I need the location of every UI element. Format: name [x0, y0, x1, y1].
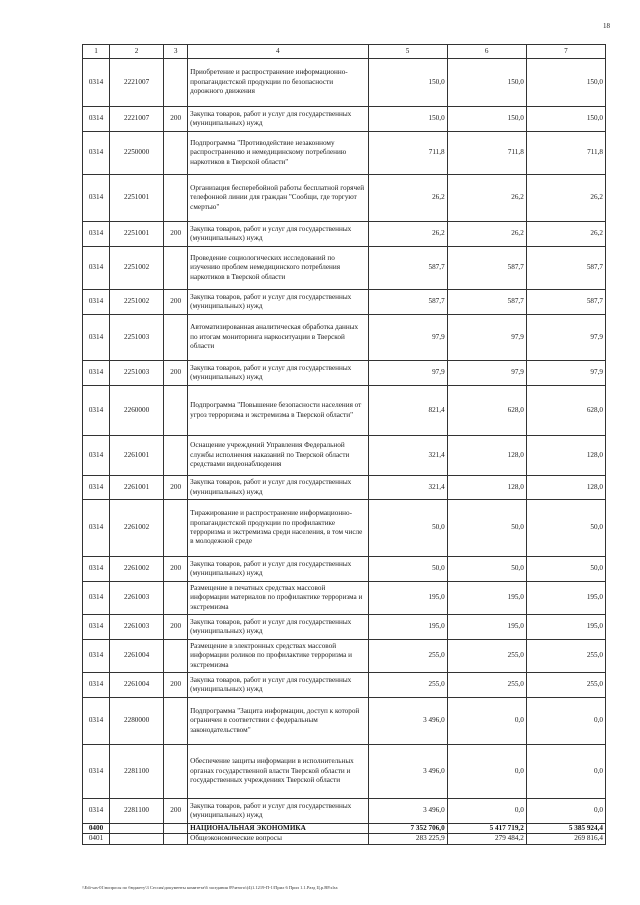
amount-year1-cell: 711,8 — [368, 132, 447, 175]
item-name-cell: Приобретение и распространение информационно-пропагандистской продукции по безопасности дорожного движения — [188, 59, 368, 107]
item-name-cell: НАЦИОНАЛЬНАЯ ЭКОНОМИКА — [188, 824, 368, 834]
table-row — [83, 132, 606, 175]
item-name-cell: Обеспечение защиты информации в исполнительных органах государственной власти Тверской области и государственных учреждениях Тверской области — [188, 745, 368, 799]
item-name-cell: Размещение в электронных средствах массовой информации роликов по профилактике терроризма и экстремизма — [188, 640, 368, 673]
section-code-cell: 0314 — [83, 557, 110, 582]
table-row — [83, 673, 606, 698]
expense-type-cell — [164, 834, 188, 844]
target-article-cell: 2261003 — [110, 615, 164, 640]
amount-year2-cell: 0,0 — [447, 745, 526, 799]
target-article-cell: 2251002 — [110, 247, 164, 290]
expense-type-cell: 200 — [164, 615, 188, 640]
section-code-cell: 0314 — [83, 290, 110, 315]
item-name-cell: Закупка товаров, работ и услуг для государственных (муниципальных) нужд — [188, 799, 368, 824]
amount-year2-cell: 50,0 — [447, 500, 526, 557]
amount-year1-cell: 587,7 — [368, 290, 447, 315]
expense-type-cell — [164, 582, 188, 615]
section-code-cell: 0314 — [83, 132, 110, 175]
expense-type-cell — [164, 247, 188, 290]
target-article-cell: 2261003 — [110, 582, 164, 615]
table-row — [83, 247, 606, 290]
amount-year3-cell: 255,0 — [526, 640, 605, 673]
expense-type-cell: 200 — [164, 222, 188, 247]
section-code-cell: 0314 — [83, 615, 110, 640]
amount-year3-cell: 128,0 — [526, 436, 605, 476]
amount-year1-cell: 321,4 — [368, 476, 447, 500]
target-article-cell: 2261002 — [110, 557, 164, 582]
expense-type-cell — [164, 386, 188, 436]
section-code-cell: 0314 — [83, 640, 110, 673]
expense-type-cell — [164, 824, 188, 834]
amount-year1-cell: 587,7 — [368, 247, 447, 290]
table-row — [83, 436, 606, 476]
amount-year2-cell: 0,0 — [447, 799, 526, 824]
target-article-cell: 2251002 — [110, 290, 164, 315]
target-article-cell — [110, 824, 164, 834]
target-article-cell: 2251003 — [110, 315, 164, 361]
table-row — [83, 315, 606, 361]
item-name-cell: Закупка товаров, работ и услуг для государственных (муниципальных) нужд — [188, 557, 368, 582]
section-code-cell: 0314 — [83, 222, 110, 247]
amount-year2-cell: 50,0 — [447, 557, 526, 582]
amount-year2-cell: 97,9 — [447, 315, 526, 361]
item-name-cell: Закупка товаров, работ и услуг для государственных (муниципальных) нужд — [188, 361, 368, 386]
section-code-cell: 0314 — [83, 361, 110, 386]
amount-year1-cell: 195,0 — [368, 582, 447, 615]
amount-year1-cell: 150,0 — [368, 59, 447, 107]
table-row — [83, 290, 606, 315]
amount-year3-cell: 587,7 — [526, 290, 605, 315]
table-row — [83, 500, 606, 557]
amount-year1-cell: 150,0 — [368, 107, 447, 132]
amount-year2-cell: 5 417 719,2 — [447, 824, 526, 834]
amount-year2-cell: 255,0 — [447, 640, 526, 673]
section-code-cell: 0314 — [83, 59, 110, 107]
item-name-cell: Подпрограмма "Противодействие незаконному распространению и немедицинскому потреблению наркотиков в Тверской области" — [188, 132, 368, 175]
amount-year1-cell: 3 496,0 — [368, 799, 447, 824]
amount-year2-cell: 628,0 — [447, 386, 526, 436]
item-name-cell: Закупка товаров, работ и услуг для государственных (муниципальных) нужд — [188, 290, 368, 315]
amount-year3-cell: 150,0 — [526, 107, 605, 132]
target-article-cell: 2261001 — [110, 476, 164, 500]
amount-year3-cell: 0,0 — [526, 799, 605, 824]
target-article-cell — [110, 834, 164, 844]
budget-table — [82, 44, 606, 845]
table-row — [83, 175, 606, 222]
table-row — [83, 582, 606, 615]
expense-type-cell: 200 — [164, 799, 188, 824]
section-code-cell: 0314 — [83, 799, 110, 824]
amount-year2-cell: 26,2 — [447, 175, 526, 222]
target-article-cell: 2250000 — [110, 132, 164, 175]
amount-year3-cell: 269 816,4 — [526, 834, 605, 844]
expense-type-cell: 200 — [164, 107, 188, 132]
section-code-cell: 0401 — [83, 834, 110, 844]
table-row — [83, 59, 606, 107]
item-name-cell: Автоматизированная аналитическая обработка данных по итогам мониторинга наркоситуации в Тверской области — [188, 315, 368, 361]
section-code-cell: 0314 — [83, 582, 110, 615]
target-article-cell: 2251003 — [110, 361, 164, 386]
table-row — [83, 834, 606, 844]
expense-type-cell — [164, 175, 188, 222]
header-cell: 6 — [447, 45, 526, 59]
section-code-cell: 0314 — [83, 745, 110, 799]
amount-year2-cell: 195,0 — [447, 615, 526, 640]
table-header-row — [83, 45, 606, 59]
amount-year2-cell: 195,0 — [447, 582, 526, 615]
expense-type-cell: 200 — [164, 361, 188, 386]
amount-year1-cell: 7 352 706,0 — [368, 824, 447, 834]
table-row — [83, 557, 606, 582]
amount-year1-cell: 321,4 — [368, 436, 447, 476]
amount-year1-cell: 50,0 — [368, 500, 447, 557]
amount-year1-cell: 26,2 — [368, 222, 447, 247]
expense-type-cell — [164, 132, 188, 175]
amount-year3-cell: 26,2 — [526, 175, 605, 222]
section-code-cell: 0314 — [83, 500, 110, 557]
amount-year1-cell: 26,2 — [368, 175, 447, 222]
amount-year1-cell: 3 496,0 — [368, 698, 447, 745]
amount-year2-cell: 128,0 — [447, 476, 526, 500]
item-name-cell: Оснащение учреждений Управления Федеральной службы исполнения наказаний по Тверской области средствами видеонаблюдения — [188, 436, 368, 476]
expense-type-cell — [164, 436, 188, 476]
item-name-cell: Закупка товаров, работ и услуг для государственных (муниципальных) нужд — [188, 107, 368, 132]
amount-year1-cell: 255,0 — [368, 640, 447, 673]
section-code-cell: 0314 — [83, 386, 110, 436]
amount-year3-cell: 5 385 924,4 — [526, 824, 605, 834]
amount-year3-cell: 0,0 — [526, 698, 605, 745]
amount-year2-cell: 128,0 — [447, 436, 526, 476]
amount-year3-cell: 255,0 — [526, 673, 605, 698]
section-code-cell: 0314 — [83, 247, 110, 290]
amount-year2-cell: 255,0 — [447, 673, 526, 698]
target-article-cell: 2281100 — [110, 745, 164, 799]
item-name-cell: Закупка товаров, работ и услуг для государственных (муниципальных) нужд — [188, 222, 368, 247]
target-article-cell: 2221007 — [110, 59, 164, 107]
expense-type-cell — [164, 315, 188, 361]
amount-year1-cell: 821,4 — [368, 386, 447, 436]
table-row — [83, 107, 606, 132]
table-row — [83, 386, 606, 436]
target-article-cell: 2221007 — [110, 107, 164, 132]
section-code-cell: 0314 — [83, 673, 110, 698]
section-code-cell: 0314 — [83, 315, 110, 361]
amount-year2-cell: 26,2 — [447, 222, 526, 247]
amount-year3-cell: 587,7 — [526, 247, 605, 290]
target-article-cell: 2261002 — [110, 500, 164, 557]
expense-type-cell — [164, 745, 188, 799]
table-row — [83, 476, 606, 500]
amount-year3-cell: 628,0 — [526, 386, 605, 436]
file-path-footer: \\Edi-sas-01\вопросы по бюджету\3 Сессия\документы комитета\6 заседания 09\итоги\(4)1.1219-П-1\Прил 6 Прил 1.1.Разд Ц.р.ВР.xlsx — [82, 885, 338, 890]
amount-year1-cell: 97,9 — [368, 361, 447, 386]
expense-type-cell: 200 — [164, 290, 188, 315]
header-cell: 5 — [368, 45, 447, 59]
section-code-cell: 0314 — [83, 436, 110, 476]
amount-year3-cell: 195,0 — [526, 582, 605, 615]
amount-year2-cell: 150,0 — [447, 59, 526, 107]
table-row — [83, 799, 606, 824]
table-row — [83, 824, 606, 834]
target-article-cell: 2261004 — [110, 673, 164, 698]
item-name-cell: Организация бесперебойной работы бесплатной горячей телефонной линии для граждан "Сообщи, где торгуют смертью" — [188, 175, 368, 222]
item-name-cell: Подпрограмма "Повышение безопасности населения от угроз терроризма и экстремизма в Тверской области" — [188, 386, 368, 436]
target-article-cell: 2261001 — [110, 436, 164, 476]
amount-year3-cell: 150,0 — [526, 59, 605, 107]
amount-year1-cell: 50,0 — [368, 557, 447, 582]
amount-year3-cell: 195,0 — [526, 615, 605, 640]
expense-type-cell — [164, 59, 188, 107]
amount-year3-cell: 711,8 — [526, 132, 605, 175]
amount-year2-cell: 279 484,2 — [447, 834, 526, 844]
item-name-cell: Размещение в печатных средствах массовой информации материалов по профилактике терроризма и экстремизма — [188, 582, 368, 615]
amount-year2-cell: 711,8 — [447, 132, 526, 175]
table-row — [83, 640, 606, 673]
target-article-cell: 2280000 — [110, 698, 164, 745]
table-row — [83, 615, 606, 640]
amount-year3-cell: 50,0 — [526, 500, 605, 557]
header-cell: 7 — [526, 45, 605, 59]
expense-type-cell: 200 — [164, 557, 188, 582]
section-code-cell: 0400 — [83, 824, 110, 834]
target-article-cell: 2260000 — [110, 386, 164, 436]
target-article-cell: 2281100 — [110, 799, 164, 824]
item-name-cell: Тиражирование и распространение информационно-пропагандистской продукции по профилактике терроризма и экстремизма среди населения, в том числе в молодежной среде — [188, 500, 368, 557]
expense-type-cell: 200 — [164, 476, 188, 500]
section-code-cell: 0314 — [83, 175, 110, 222]
header-cell: 3 — [164, 45, 188, 59]
table-row — [83, 361, 606, 386]
amount-year2-cell: 587,7 — [447, 247, 526, 290]
amount-year1-cell: 97,9 — [368, 315, 447, 361]
table-row — [83, 698, 606, 745]
amount-year1-cell: 255,0 — [368, 673, 447, 698]
section-code-cell: 0314 — [83, 476, 110, 500]
item-name-cell: Общеэкономические вопросы — [188, 834, 368, 844]
item-name-cell: Закупка товаров, работ и услуг для государственных (муниципальных) нужд — [188, 476, 368, 500]
amount-year3-cell: 26,2 — [526, 222, 605, 247]
section-code-cell: 0314 — [83, 698, 110, 745]
item-name-cell: Проведение социологических исследований по изучению проблем немедицинского потребления наркотиков в Тверской области — [188, 247, 368, 290]
page-number: 18 — [603, 22, 610, 30]
header-cell: 1 — [83, 45, 110, 59]
item-name-cell: Подпрограмма "Защита информации, доступ к которой ограничен в соответствии с федеральным законодательством" — [188, 698, 368, 745]
amount-year3-cell: 50,0 — [526, 557, 605, 582]
amount-year2-cell: 150,0 — [447, 107, 526, 132]
amount-year1-cell: 3 496,0 — [368, 745, 447, 799]
table-row — [83, 745, 606, 799]
item-name-cell: Закупка товаров, работ и услуг для государственных (муниципальных) нужд — [188, 673, 368, 698]
amount-year1-cell: 283 225,9 — [368, 834, 447, 844]
target-article-cell: 2251001 — [110, 175, 164, 222]
amount-year2-cell: 0,0 — [447, 698, 526, 745]
expense-type-cell — [164, 698, 188, 745]
expense-type-cell — [164, 640, 188, 673]
amount-year2-cell: 587,7 — [447, 290, 526, 315]
expense-type-cell — [164, 500, 188, 557]
expense-type-cell: 200 — [164, 673, 188, 698]
header-cell: 2 — [110, 45, 164, 59]
amount-year3-cell: 128,0 — [526, 476, 605, 500]
amount-year1-cell: 195,0 — [368, 615, 447, 640]
item-name-cell: Закупка товаров, работ и услуг для государственных (муниципальных) нужд — [188, 615, 368, 640]
target-article-cell: 2251001 — [110, 222, 164, 247]
header-cell: 4 — [188, 45, 368, 59]
amount-year3-cell: 0,0 — [526, 745, 605, 799]
target-article-cell: 2261004 — [110, 640, 164, 673]
amount-year3-cell: 97,9 — [526, 361, 605, 386]
amount-year2-cell: 97,9 — [447, 361, 526, 386]
table-row — [83, 222, 606, 247]
section-code-cell: 0314 — [83, 107, 110, 132]
amount-year3-cell: 97,9 — [526, 315, 605, 361]
